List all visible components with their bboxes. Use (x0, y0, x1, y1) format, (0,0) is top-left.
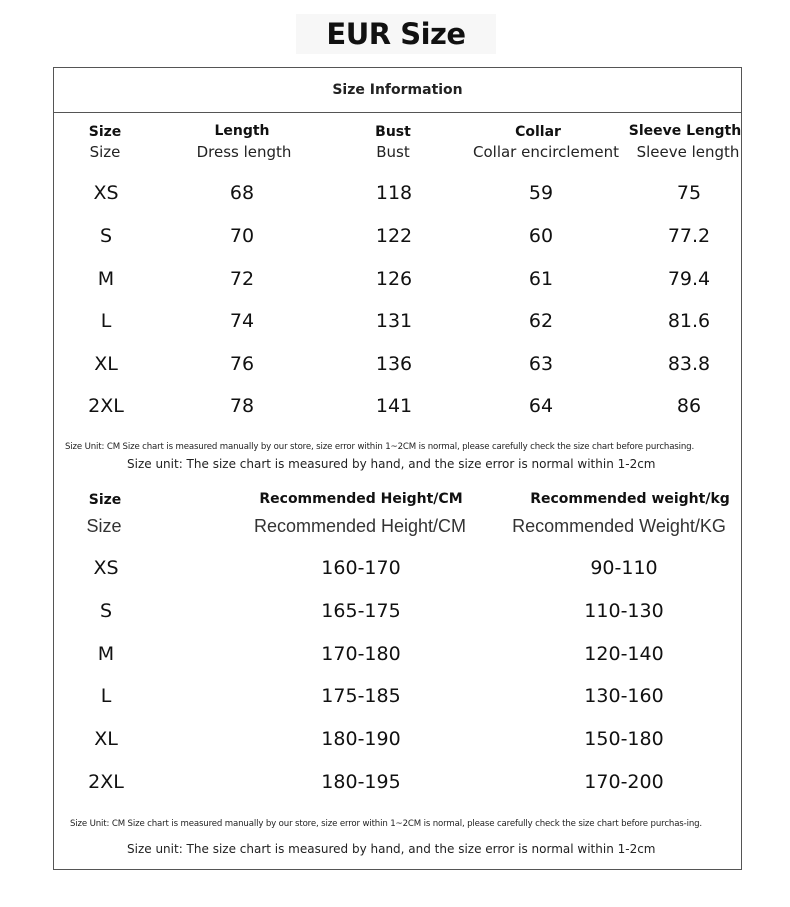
t1-cell: 77.2 (667, 225, 711, 247)
t1-cell: 118 (375, 182, 413, 204)
t1-cell: 79.4 (667, 268, 711, 290)
t1-cell: 61 (528, 268, 554, 290)
t1-header-bust-bold: Bust (375, 124, 411, 140)
t1-cell: 136 (375, 353, 413, 375)
t2-cell: XL (94, 728, 118, 750)
t1-cell: S (99, 225, 113, 247)
t2-note: Size unit: The size chart is measured by hand, and the size error is normal within 1-2cm (127, 842, 656, 856)
t1-cell: 2XL (88, 395, 124, 417)
section-header (53, 67, 742, 112)
t2-cell: 170-180 (321, 643, 401, 665)
t1-cell: 64 (528, 395, 554, 417)
t2-note-small: Size Unit: CM Size chart is measured manually by our store, size error within 1~2CM is normal, please carefully check the size chart before purchas-ing. (70, 819, 703, 829)
t1-cell: 72 (229, 268, 255, 290)
t1-header-size-bold: Size (88, 124, 122, 140)
t2-cell: 2XL (88, 771, 124, 793)
t1-header-collar-bold: Collar (515, 124, 561, 140)
page-title: EUR Size (326, 17, 466, 51)
t1-cell: 59 (528, 182, 554, 204)
section-header-label: Size Information (332, 81, 463, 98)
t2-cell: 165-175 (321, 600, 401, 622)
t1-header-sleeve-bold: Sleeve Length (628, 123, 742, 139)
t2-cell: 175-185 (321, 685, 401, 707)
t1-cell: XS (93, 182, 119, 204)
t2-cell: M (97, 643, 115, 665)
t1-cell: M (97, 268, 115, 290)
t2-cell: 150-180 (584, 728, 664, 750)
t2-header-size: Size (86, 516, 122, 536)
t1-cell: 141 (375, 395, 413, 417)
t2-cell: L (100, 685, 112, 707)
t2-cell: 120-140 (584, 643, 664, 665)
t1-cell: 70 (229, 225, 255, 247)
t2-cell: 160-170 (321, 557, 401, 579)
t1-cell: 75 (676, 182, 702, 204)
t2-cell: 180-195 (321, 771, 401, 793)
t1-cell: 86 (676, 395, 702, 417)
t2-cell: XS (93, 557, 119, 579)
t2-header-height: Recommended Height/CM (253, 516, 467, 536)
t2-cell: 180-190 (321, 728, 401, 750)
t1-cell: 81.6 (667, 310, 711, 332)
header-divider (53, 112, 742, 113)
t2-header-size-bold: Size (88, 492, 122, 508)
t1-cell: 131 (375, 310, 413, 332)
t1-header-collar: Collar encirclement (473, 143, 619, 161)
t1-note: Size unit: The size chart is measured by hand, and the size error is normal within 1-2cm (127, 457, 656, 471)
t1-cell: 126 (375, 268, 413, 290)
t2-cell: 130-160 (584, 685, 664, 707)
t2-cell: 110-130 (584, 600, 664, 622)
t1-header-size: Size (89, 143, 121, 161)
t1-cell: XL (94, 353, 118, 375)
t2-header-height-bold: Recommended Height/CM (259, 491, 463, 507)
t2-cell: S (99, 600, 113, 622)
t1-cell: 63 (528, 353, 554, 375)
t1-header-sleeve: Sleeve length (636, 143, 740, 161)
t2-cell: 90-110 (590, 557, 658, 579)
t1-cell: 74 (229, 310, 255, 332)
t2-cell: 170-200 (584, 771, 664, 793)
t1-note-small: Size Unit: CM Size chart is measured manually by our store, size error within 1~2CM is normal, please carefully check the size chart before purchasing. (65, 442, 695, 452)
title-banner (296, 14, 496, 54)
t1-cell: 60 (528, 225, 554, 247)
t1-header-length-bold: Length (214, 123, 270, 139)
t2-header-weight: Recommended Weight/KG (512, 516, 726, 536)
t2-header-weight-bold: Recommended weight/kg (530, 491, 730, 507)
t1-cell: 78 (229, 395, 255, 417)
t1-header-length: Dress length (196, 143, 292, 161)
t1-cell: 68 (229, 182, 255, 204)
t1-cell: 76 (229, 353, 255, 375)
t1-header-bust: Bust (376, 143, 410, 161)
t1-cell: 62 (528, 310, 554, 332)
t1-cell: 122 (375, 225, 413, 247)
t1-cell: L (100, 310, 112, 332)
t1-cell: 83.8 (667, 353, 711, 375)
